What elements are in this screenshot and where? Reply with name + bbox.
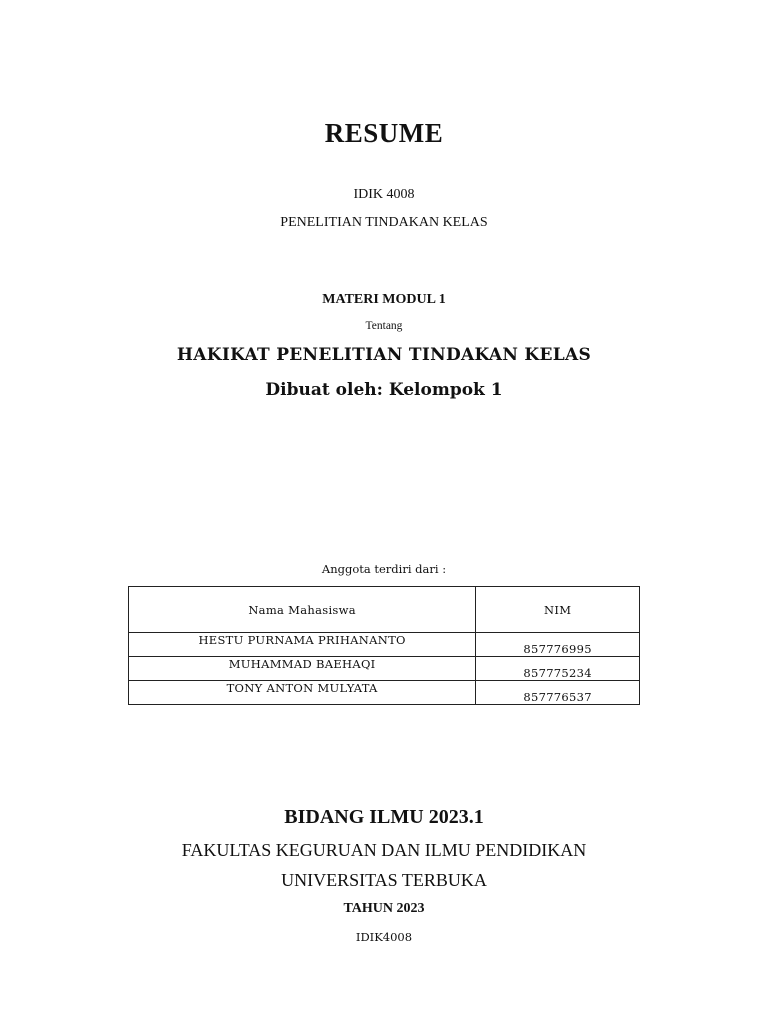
author-line: Dibuat oleh: Kelompok 1: [265, 380, 503, 400]
course-name: PENELITIAN TINDAKAN KELAS: [280, 215, 488, 230]
table-row: [129, 633, 640, 657]
member-nim: 857776537: [476, 681, 640, 705]
field-heading: BIDANG ILMU 2023.1: [284, 806, 484, 828]
member-nim: 857776995: [476, 633, 640, 657]
module-heading: MATERI MODUL 1: [322, 292, 446, 307]
members-label: Anggota terdiri dari :: [321, 562, 447, 576]
header-nim: NIM: [476, 587, 640, 633]
member-name: MUHAMMAD BAEHAQI: [129, 657, 476, 681]
topic-heading: HAKIKAT PENELITIAN TINDAKAN KELAS: [176, 345, 592, 365]
header-name: Nama Mahasiswa: [129, 587, 476, 633]
table-row: [129, 657, 640, 681]
member-nim: 857775234: [476, 657, 640, 681]
member-name: HESTU PURNAMA PRIHANANTO: [129, 633, 476, 657]
about-label: Tentang: [365, 320, 403, 332]
table-header-row: [129, 587, 640, 633]
document-title: RESUME: [324, 118, 444, 148]
year-label: TAHUN 2023: [343, 901, 425, 916]
course-code: IDIK 4008: [353, 187, 415, 202]
table-row: [129, 681, 640, 705]
member-name: TONY ANTON MULYATA: [129, 681, 476, 705]
university-name: UNIVERSITAS TERBUKA: [281, 870, 487, 890]
members-table: [128, 586, 640, 705]
faculty-name: FAKULTAS KEGURUAN DAN ILMU PENDIDIKAN: [181, 840, 587, 860]
footer-code: IDIK4008: [355, 930, 413, 944]
